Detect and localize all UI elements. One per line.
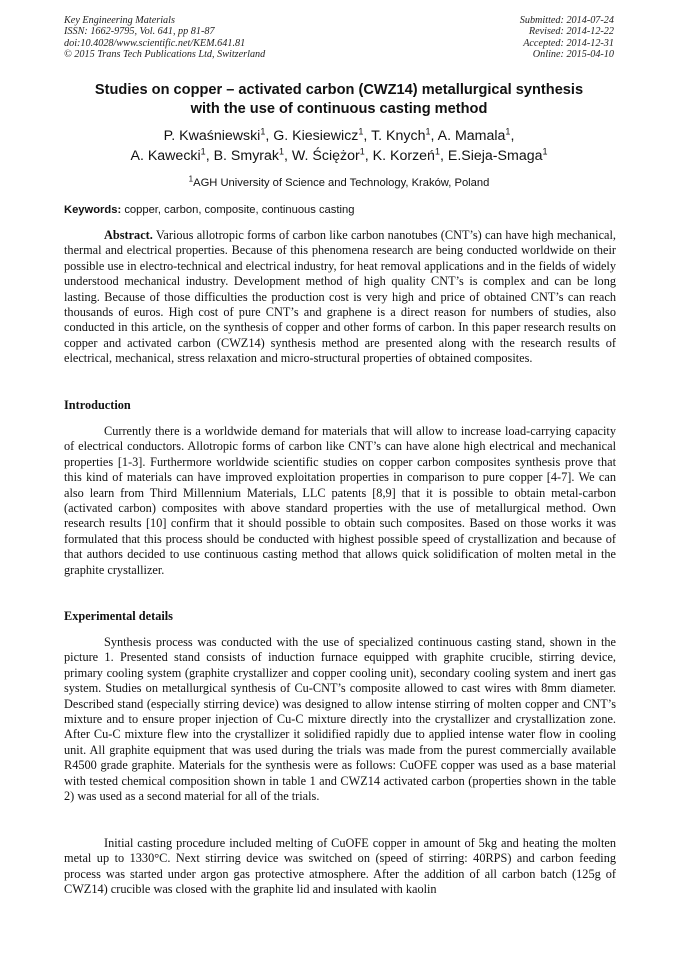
affiliation-ref: 1 [359, 146, 365, 157]
affiliation-ref: 1 [260, 126, 266, 137]
online-date: Online: 2015-04-10 [532, 49, 614, 61]
affiliation-ref: 1 [425, 126, 431, 137]
revised-date: Revised: 2014-12-22 [528, 26, 614, 38]
abstract-text: Various allotropic forms of carbon like carbon nanotubes (CNT’s) can have high mechanical, thermal and electrical properties. Because of this phenomena research are being conducted worldwide on their possible use in electro-technical and electrical industry, for heat removal applications and in the fields of widely understood mechanical industry. Development method of high quality CNT’s is complex and can be long lasting. Because of those difficulties the production cost is very high and price of obtained CNT’s can reach thousands of euros. High cost of pure CNT’s and graphene is a direct reason for numbers of studies, also conducted in this article, on the synthesis of copper and other forms of carbon. In this paper research results on copper and activated carbon (CWZ14) synthesis method are presented along with the research results of electrical, mechanical, stress relaxation and micro-structural properties of obtained composites. [64, 228, 616, 366]
author: G. Kiesiewicz [273, 128, 359, 144]
keywords-label: Keywords: [64, 204, 122, 216]
accepted-date: Accepted: 2014-12-31 [523, 37, 614, 49]
abstract [64, 228, 616, 367]
copyright: © 2015 Trans Tech Publications Ltd, Switzerland [64, 49, 266, 61]
affiliation-ref: 1 [279, 146, 285, 157]
affiliation-ref: 1 [200, 146, 206, 157]
abstract-label: Abstract. [104, 228, 153, 242]
authors-line-1: P. Kwaśniewski$^1$, G. Kiesiewicz$^1$, T. Knych$^1$, A. Mamala$^1$, [163, 126, 515, 144]
experimental-paragraph-1: Synthesis process was conducted with the use of specialized continuous casting stand, shown in the picture 1. Presented stand consists of induction furnace equipped with graphite crucible, stirring device, primary cooling system (graphite crystallizer and copper cooling unit), secondary cooling system and inert gas system. Studies on metallurgical synthesis of Cu-CNT’s composite allowed to cast wires with 8mm diameter. Described stand (especially stirring device) was designed to allow intense stirring of molten copper and CNT’s mixture and to ensure proper injection of Cu-C mixture directly into the crystallizer and crystallization zone. After Cu-C mixture flew into the crystallizer it solidified rapidly due to applied intense water flow in cooling unit. All graphite equipment that was used during the trials was made from the purest commercially available R4500 grade graphite. Materials for the synthesis were as follows: CuOFE copper was used as a base material with tested chemical composition shown in table 1 and CWZ14 activated carbon (properties shown in the table 2) was used as a second material for all of the trials. [64, 635, 616, 804]
author: A. Kawecki [130, 148, 201, 164]
affiliation-text: AGH University of Science and Technology, Kraków, Poland [193, 177, 490, 189]
author: P. Kwaśniewski [163, 128, 261, 144]
experimental-body-2 [64, 836, 616, 898]
affiliation-ref: 1 [505, 126, 511, 137]
experimental-heading: Experimental details [64, 609, 173, 623]
affiliation-ref: 1 [434, 146, 440, 157]
journal-info [64, 15, 265, 61]
issn: ISSN: 1662-9795, Vol. 641, pp 81-87 [64, 26, 215, 38]
keywords [64, 204, 624, 216]
paper-title [40, 81, 638, 119]
author: B. Smyrak [213, 148, 280, 164]
affiliation [30, 174, 648, 189]
title-line-2: with the use of continuous casting method [190, 101, 488, 117]
author: T. Knych [371, 128, 426, 144]
author-list [30, 126, 648, 166]
affiliation-mark: 1 [188, 174, 194, 184]
introduction-body [64, 424, 616, 578]
author: E.Sieja-Smaga [447, 148, 543, 164]
keywords-text: copper, carbon, composite, continuous casting [124, 204, 355, 216]
experimental-paragraph-2: Initial casting procedure included melting of CuOFE copper in amount of 5kg and heating the molten metal up to 1330°C. Next stirring device was switched on (speed of stirring: 40RPS) and carbon feeding process was started under argon gas protective atmosphere. After the addition of all carbon batch (125g of CWZ14) crucible was closed with the graphite lid and insulated with kaolin [64, 836, 616, 897]
affiliation-ref: 1 [358, 126, 364, 137]
dates-info [520, 15, 614, 61]
submitted-date: Submitted: 2014-07-24 [519, 15, 614, 26]
journal-name: Key Engineering Materials [64, 15, 175, 26]
authors-line-2: A. Kawecki$^1$, B. Smyrak$^1$, W. Ściężor$^1$, K. Korzeń$^1$, E.Sieja-Smaga$^1$ [130, 146, 548, 164]
introduction-heading: Introduction [64, 398, 131, 412]
introduction-text: Currently there is a worldwide demand for materials that will allow to increase load-carrying capacity of electrical conductors. Allotropic forms of carbon like CNT’s can have alone high electrical and mechanical properties [1-3]. Furthermore worldwide scientific studies on copper carbon composites synthesis prove that this kind of materials can have improved exploitation properties in comparison to pure copper [4-7]. We can also learn from Third Millennium Materials, LLC patents [8,9] that it is possible to obtain metal-carbon (activated carbon) composites with above standard properties with the use of metallurgical method. Own research results [10] confirm that it should possible to obtain such composites. Based on those works it was formulated that this process should be conducted with highest possible speed of crystallization and because of that authors decided to use continuous casting method that allows quick solidification of molten metal in the graphite crystallizer. [64, 424, 616, 577]
experimental-body [64, 635, 616, 804]
affiliation-ref: 1 [542, 146, 548, 157]
title-line-1: Studies on copper – activated carbon (CWZ14) metallurgical synthesis [94, 82, 584, 98]
author: A. Mamala [437, 128, 506, 144]
author: K. Korzeń [372, 148, 435, 164]
doi: doi:10.4028/www.scientific.net/KEM.641.81 [64, 37, 246, 49]
author: W. Ściężor [291, 148, 360, 164]
